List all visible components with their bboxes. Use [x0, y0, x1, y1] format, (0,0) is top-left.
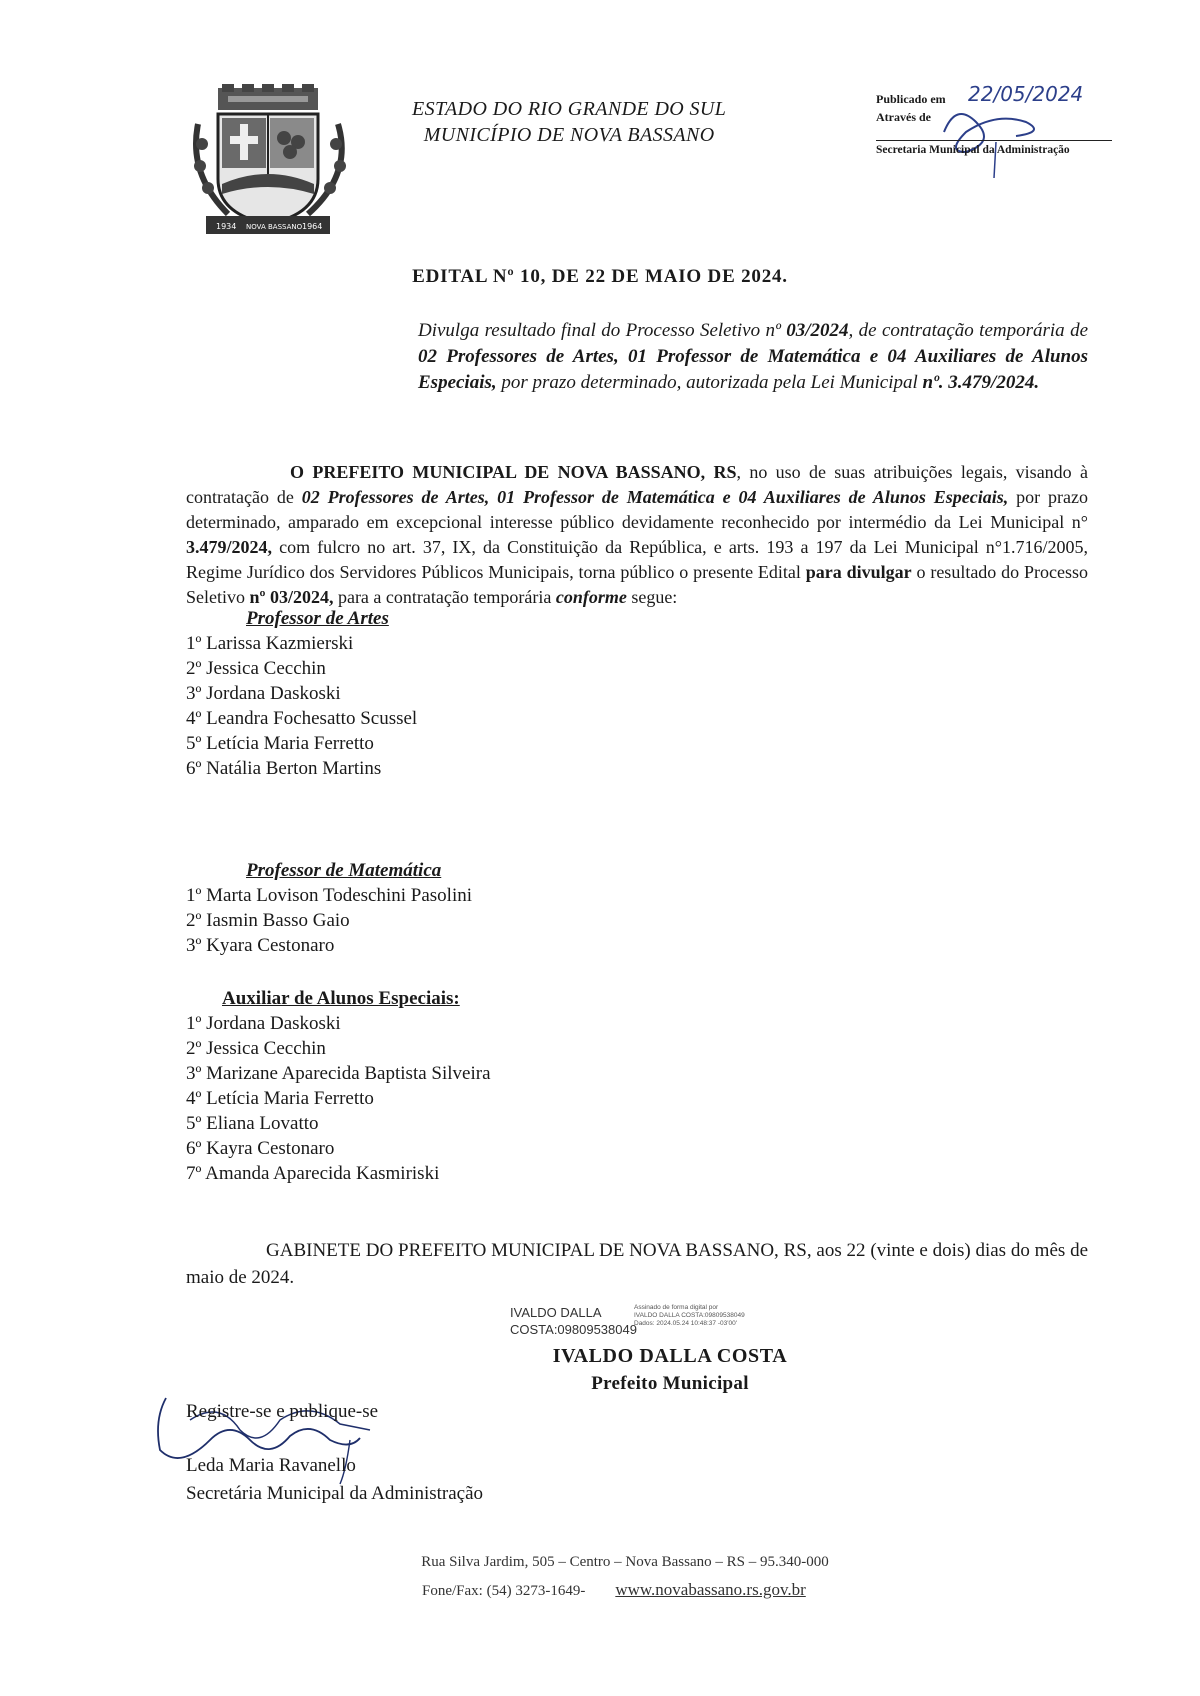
- body-conforme: conforme: [555, 587, 627, 607]
- body-text-4: o resultado do Processo Seletivo: [186, 562, 1088, 607]
- summary-law-number: nº. 3.479/2024.: [922, 372, 1040, 393]
- register-role: Secretária Municipal da Administração: [186, 1483, 484, 1504]
- state-name: ESTADO DO RIO GRANDE DO SUL: [412, 98, 727, 120]
- digital-signature: [510, 1304, 745, 1338]
- footer-phone: Fone/Fax: (54) 3273-1649-: [422, 1583, 586, 1599]
- body-text-5: para a contratação temporária: [333, 587, 556, 607]
- list-item: 1º Jordana Daskoski: [186, 1013, 341, 1034]
- crest-year-right: 1964: [302, 222, 323, 231]
- body-process-number: nº 03/2024,: [249, 587, 334, 607]
- summary-text-1: Divulga resultado final do Processo Seletivo nº: [418, 320, 787, 341]
- stamp-department: Secretaria Municipal da Administração: [876, 144, 1070, 156]
- list-item: 5º Letícia Maria Ferretto: [186, 733, 374, 754]
- section-professor-artes: [186, 606, 886, 781]
- list-item: 3º Kyara Cestonaro: [186, 935, 335, 956]
- crest-banner-text: NOVA BASSANO: [246, 223, 303, 231]
- list-item: 3º Jordana Daskoski: [186, 683, 341, 704]
- section-heading: Professor de Artes: [246, 608, 389, 629]
- body-text-3: com fulcro no art. 37, IX, da Constituição da República, e arts. 193 a 197 da Lei Municipal n°1.716/2005, Regime Jurídico dos Servidores Públicos Municipais, torna público o presente Edital: [186, 537, 1088, 582]
- stamp-signature-scribble: [936, 92, 1056, 182]
- body-law-number: 3.479/2024,: [186, 537, 273, 557]
- digsig-details: [634, 1304, 784, 1328]
- through-label: Através de: [876, 110, 931, 124]
- stamp-rule: [876, 140, 1112, 141]
- closing-text: GABINETE DO PREFEITO MUNICIPAL DE NOVA BASSANO, RS, aos 22 (vinte e dois) dias do mês de maio de 2024.: [186, 1240, 1088, 1288]
- municipal-coat-of-arms: [188, 84, 368, 244]
- crest-year-left: 1934: [216, 222, 237, 231]
- register-block: [186, 1398, 483, 1508]
- page-title: EDITAL Nº 10, DE 22 DE MAIO DE 2024.: [412, 266, 788, 287]
- list-item: 4º Leandra Fochesatto Scussel: [186, 708, 418, 729]
- section-heading: Professor de Matemática: [246, 860, 442, 881]
- section-heading: Auxiliar de Alunos Especiais:: [222, 988, 460, 1009]
- list-item: 6º Natália Berton Martins: [186, 758, 382, 779]
- list-item: 2º Jessica Cecchin: [186, 1038, 326, 1059]
- list-item: 7º Amanda Aparecida Kasmiriski: [186, 1163, 440, 1184]
- footer-website-link[interactable]: www.novabassano.rs.gov.br: [615, 1580, 806, 1599]
- section-auxiliar-alunos: [186, 986, 886, 1186]
- list-item: 6º Kayra Cestonaro: [186, 1138, 335, 1159]
- summary-positions: 02 Professores de Artes, 01 Professor de Matemática e 04 Auxiliares de Alunos Especiais,: [418, 346, 1088, 393]
- document-header: [412, 96, 726, 148]
- body-lead: O PREFEITO MUNICIPAL DE NOVA BASSANO, RS: [290, 462, 737, 482]
- list-item: 3º Marizane Aparecida Baptista Silveira: [186, 1063, 491, 1084]
- list-item: 4º Letícia Maria Ferretto: [186, 1088, 374, 1109]
- closing-paragraph: [186, 1237, 1088, 1291]
- list-item: 5º Eliana Lovatto: [186, 1113, 319, 1134]
- page-footer: [0, 1549, 1200, 1605]
- body-text-1: , no uso de suas atribuições legais, visando à contratação de: [186, 462, 1088, 507]
- summary-text-2: , de contratação temporária de: [848, 320, 1088, 341]
- edict-summary: [418, 318, 1088, 396]
- digsig-note-3: Dados: 2024.05.24 10:48:37 -03'00': [634, 1320, 737, 1327]
- body-text-6: segue:: [626, 587, 678, 607]
- list-item: 1º Larissa Kazmierski: [186, 633, 354, 654]
- published-label: Publicado em: [876, 92, 946, 106]
- edict-body: [186, 460, 1088, 610]
- digsig-note-1: Assinado de forma digital por: [634, 1304, 719, 1311]
- body-text-2: por prazo determinado, amparado em excepcional interesse público devidamente reconhecido por intermédio da Lei Municipal n°: [186, 487, 1089, 532]
- body-positions: 02 Professores de Artes, 01 Professor de Matemática e 04 Auxiliares de Alunos Especiais,: [301, 487, 1009, 507]
- signatory-role: Prefeito Municipal: [591, 1373, 749, 1394]
- footer-address: Rua Silva Jardim, 505 – Centro – Nova Bassano – RS – 95.340-000: [421, 1554, 829, 1570]
- signatory-block: [420, 1343, 920, 1397]
- list-item: 2º Jessica Cecchin: [186, 658, 326, 679]
- digsig-name-line1: IVALDO DALLA: [510, 1305, 602, 1320]
- register-name: Leda Maria Ravanello: [186, 1455, 356, 1476]
- summary-process-number: 03/2024: [786, 320, 849, 341]
- body-purpose: para divulgar: [805, 562, 912, 582]
- summary-text-3: por prazo determinado, autorizada pela Lei Municipal: [496, 372, 923, 393]
- register-line: Registre-se e publique-se: [186, 1401, 379, 1422]
- digsig-name-line2: COSTA:09809538049: [510, 1322, 637, 1337]
- municipality-name: MUNICÍPIO DE NOVA BASSANO: [423, 124, 715, 146]
- digsig-note-2: IVALDO DALLA COSTA:09809538049: [634, 1312, 745, 1319]
- list-item: 2º Iasmin Basso Gaio: [186, 910, 350, 931]
- published-date: 22/05/2024: [968, 82, 1084, 106]
- section-professor-matematica: [186, 858, 886, 958]
- list-item: 1º Marta Lovison Todeschini Pasolini: [186, 885, 473, 906]
- publication-stamp: [876, 82, 1116, 176]
- signatory-name: IVALDO DALLA COSTA: [552, 1345, 788, 1367]
